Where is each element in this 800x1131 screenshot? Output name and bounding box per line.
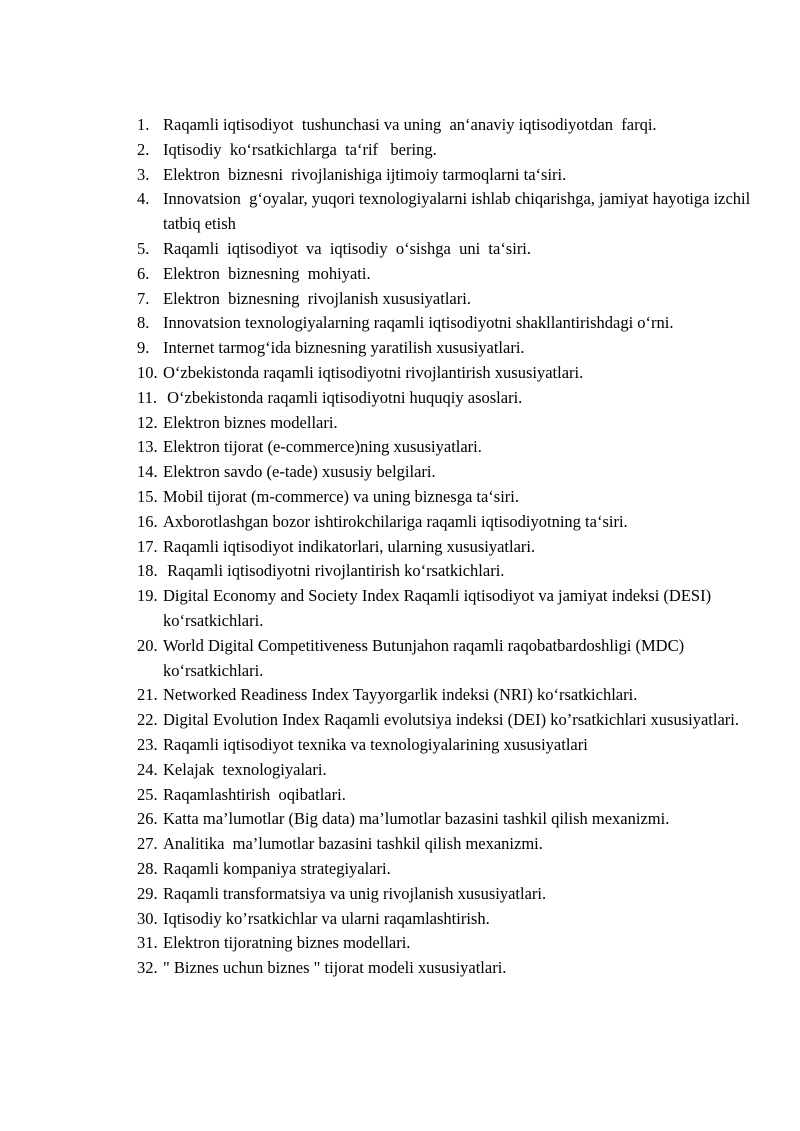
list-item-text: Raqamli iqtisodiyot tushunchasi va uning an‘anaviy iqtisodiyotdan farqi. (163, 115, 657, 134)
list-item-text: Katta ma’lumotlar (Big data) ma’lumotlar bazasini tashkil qilish mexanizmi. (163, 809, 670, 829)
list-item (137, 435, 757, 460)
list-item-number: 17. (137, 536, 158, 556)
list-item-number: 25. (137, 784, 158, 804)
list-item (137, 634, 757, 684)
list-item-text: Elektron tijorat (e-commerce)ning xususiyatlari. (163, 437, 482, 457)
list-item (137, 882, 757, 907)
list-item (137, 535, 757, 560)
list-item (137, 460, 757, 485)
list-item-text: Innovatsion g‘oyalar, yuqori texnologiyalarni ishlab chiqarishga, jamiyat hayotiga izchil tatbiq etish (163, 189, 755, 234)
list-item-text: Raqamli iqtisodiyot indikatorlari, ularning xususiyatlari. (163, 536, 536, 556)
list-item-number: 28. (137, 858, 158, 878)
list-item-number: 20. (137, 635, 158, 655)
list-item (137, 956, 757, 981)
list-item (137, 510, 757, 535)
list-item-text: Kelajak texnologiyalari. (163, 759, 327, 779)
list-item-number: 5. (137, 238, 150, 258)
list-item-text: O‘zbekistonda raqamli iqtisodiyotni huquqiy asoslari. (163, 387, 523, 407)
list-item (137, 485, 757, 510)
list-item-text: World Digital Competitiveness Butunjahon raqamli raqobatbardoshligi (MDC) ko‘rsatkichlari. (163, 635, 689, 680)
list-item-number: 16. (137, 511, 158, 531)
list-item-number: 30. (137, 908, 158, 928)
list-item-number: 23. (137, 734, 158, 754)
list-item-number: 19. (137, 586, 158, 606)
list-item (137, 931, 757, 956)
list-item (137, 187, 757, 237)
list-item-text: Iqtisodiy ko‘rsatkichlarga ta‘rif bering. (163, 139, 437, 159)
list-item-text: Mobil tijorat (m-commerce) va uning biznesga ta‘siri. (163, 486, 520, 506)
list-item-text: Digital Economy and Society Index Raqamli iqtisodiyot va jamiyat indeksi (DESI) ko‘rsatkichlari. (163, 586, 716, 630)
list-item-number: 4. (137, 189, 150, 209)
list-item (137, 138, 757, 163)
list-item-text: Raqamli kompaniya strategiyalari. (163, 858, 391, 878)
list-item (137, 857, 757, 882)
list-item-text: Raqamlashtirish oqibatlari. (163, 784, 346, 804)
list-item-number: 3. (137, 164, 150, 184)
list-item-number: 15. (137, 486, 158, 506)
list-item-number: 21. (137, 685, 158, 705)
numbered-question-list (137, 113, 757, 981)
list-item (137, 683, 757, 708)
list-item (137, 113, 757, 138)
list-item-number: 6. (137, 263, 150, 283)
list-item (137, 758, 757, 783)
list-item-text: Innovatsion texnologiyalarning raqamli iqtisodiyotni shakllantirishdagi o‘rni. (163, 313, 674, 333)
list-item-number: 12. (137, 412, 158, 432)
list-item-text: Networked Readiness Index Tayyorgarlik indeksi (NRI) ko‘rsatkichlari. (163, 685, 638, 705)
list-item (137, 411, 757, 436)
list-item-number: 11. (137, 387, 158, 407)
list-item-number: 26. (137, 809, 158, 829)
list-item (137, 559, 757, 584)
list-item-text: Elektron biznesning mohiyati. (163, 263, 371, 283)
list-item-text: Elektron biznesni rivojlanishiga ijtimoiy tarmoqlarni ta‘siri. (163, 164, 567, 184)
list-item-text: Raqamli transformatsiya va unig rivojlanish xususiyatlari. (163, 883, 547, 903)
list-item-number: 27. (137, 834, 158, 854)
list-item-text: Elektron biznesning rivojlanish xususiyatlari. (163, 288, 471, 308)
list-item (137, 163, 757, 188)
list-item-number: 8. (137, 313, 150, 333)
list-item-text: Raqamli iqtisodiyot va iqtisodiy o‘sishga uni ta‘siri. (163, 238, 532, 258)
list-item-text: Elektron tijoratning biznes modellari. (163, 933, 411, 953)
list-item-text: Iqtisodiy ko’rsatkichlar va ularni raqamlashtirish. (163, 908, 490, 928)
list-item (137, 262, 757, 287)
list-item (137, 907, 757, 932)
list-item (137, 237, 757, 262)
list-item (137, 361, 757, 386)
list-item-number: 10. (137, 362, 158, 382)
list-item (137, 287, 757, 312)
list-item-number: 13. (137, 437, 158, 457)
list-item-number: 31. (137, 933, 158, 953)
list-item-text: Elektron savdo (e-tade) xususiy belgilari. (163, 462, 436, 482)
list-item (137, 733, 757, 758)
list-item-text: " Biznes uchun biznes " tijorat modeli xususiyatlari. (163, 958, 507, 978)
list-item (137, 336, 757, 361)
list-item-text: Elektron biznes modellari. (163, 412, 338, 432)
list-item-number: 32. (137, 958, 158, 978)
list-item-number: 22. (137, 710, 158, 730)
list-item-text: Raqamli iqtisodiyot texnika va texnologiyalarining xususiyatlari (163, 734, 588, 754)
list-item-number: 14. (137, 462, 158, 482)
list-item (137, 832, 757, 857)
list-item (137, 584, 757, 634)
list-item-text: Analitika ma’lumotlar bazasini tashkil qilish mexanizmi. (163, 834, 543, 854)
list-item-number: 18. (137, 561, 158, 581)
list-item (137, 311, 757, 336)
list-item-text: Axborotlashgan bozor ishtirokchilariga raqamli iqtisodiyotning ta‘siri. (163, 511, 628, 531)
list-item-number: 1. (137, 115, 150, 134)
list-item-number: 24. (137, 759, 158, 779)
list-item-number: 29. (137, 883, 158, 903)
list-item (137, 783, 757, 808)
list-item-text: Internet tarmog‘ida biznesning yaratilish xususiyatlari. (163, 338, 525, 358)
list-item-text: Digital Evolution Index Raqamli evolutsiya indeksi (DEI) ko’rsatkichlari xususiyatlari. (163, 710, 740, 730)
list-item (137, 807, 757, 832)
list-item-number: 7. (137, 288, 150, 308)
list-item (137, 708, 757, 733)
list-item-number: 2. (137, 139, 150, 159)
list-item (137, 386, 757, 411)
list-item-text: Raqamli iqtisodiyotni rivojlantirish ko‘rsatkichlari. (163, 561, 505, 581)
list-item-text: O‘zbekistonda raqamli iqtisodiyotni rivojlantirish xususiyatlari. (163, 362, 584, 382)
list-item-number: 9. (137, 338, 150, 358)
